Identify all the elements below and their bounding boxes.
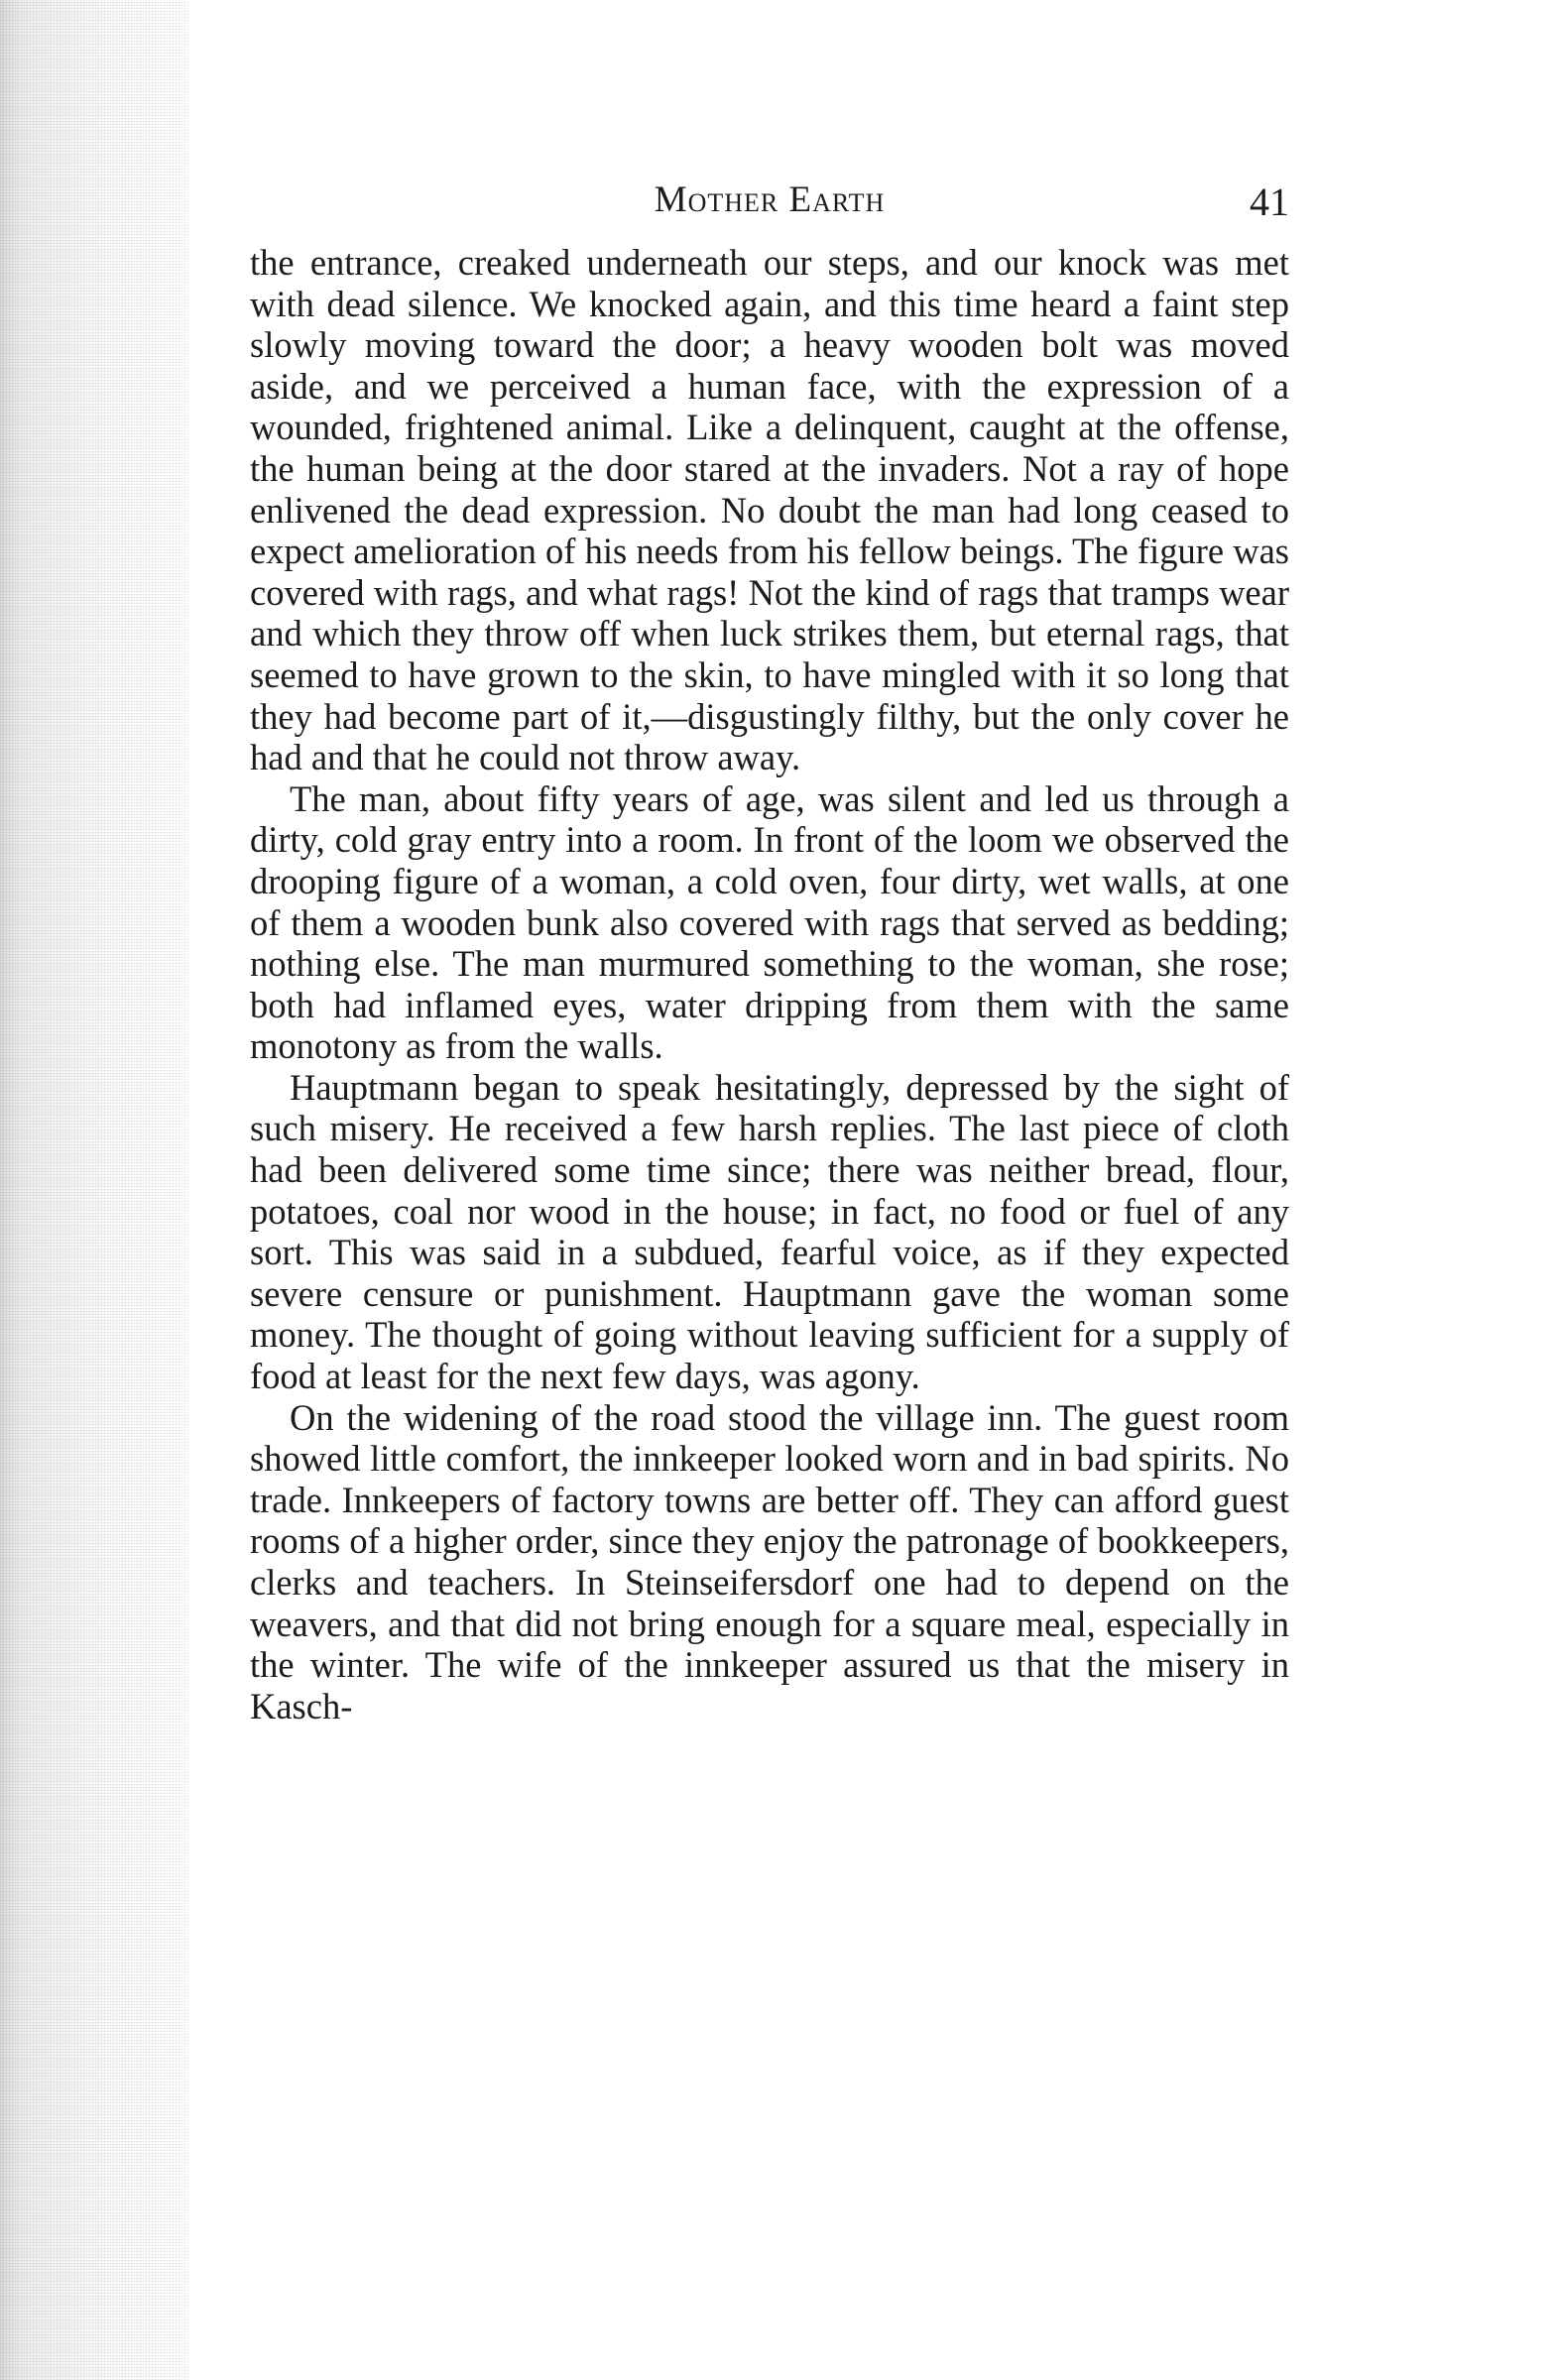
paragraph-4: On the widening of the road stood the village inn. The guest room showed little comfort, the innkeeper looked worn and in bad spirits. No trade. Innkeepers of factory towns are better off. They can afford guest rooms of a higher order, since they enjoy the patronage of bookkeepers, clerks and teachers. In Steinseifersdorf one had to depend on the weavers, and that did not bring enough for a square meal, especially in the winter. The wife of the innkeeper assured us that the misery in Kasch-	[250, 1396, 1289, 1726]
running-head	[250, 178, 1289, 232]
body-text	[250, 242, 1289, 1726]
paragraph-3: Hauptmann began to speak hesitatingly, depressed by the sight of such misery. He received a few harsh replies. The last piece of cloth had been delivered some time since; there was neither bread, flour, potatoes, coal nor wood in the house; in fact, no food or fuel of any sort. This was said in a subdued, fearful voice, as if they expected severe censure or punishment. Hauptmann gave the woman some money. The thought of going without leaving sufficient for a supply of food at least for the next few days, was agony.	[250, 1066, 1289, 1397]
scan-edge-shadow	[0, 0, 188, 2380]
book-page	[250, 178, 1289, 1726]
paragraph-2: The man, about fifty years of age, was silent and led us through a dirty, cold gray entry into a room. In front of the loom we observed the drooping figure of a woman, a cold oven, four dirty, wet walls, at one of them a wooden bunk also covered with rags that served as bedding; nothing else. The man murmured something to the woman, she rose; both had inflamed eyes, water dripping from them with the same monotony as from the walls.	[250, 777, 1289, 1067]
running-title: Mother Earth	[654, 179, 886, 220]
page-number: 41	[1250, 179, 1289, 224]
paragraph-1: the entrance, creaked underneath our steps, and our knock was met with dead silence. We knocked again, and this time heard a faint step slowly moving toward the door; a heavy wooden bolt was moved aside, and we perceived a human face, with the expression of a wounded, frightened animal. Like a delinquent, caught at the offense, the human being at the door stared at the invaders. Not a ray of hope enlivened the dead expression. No doubt the man had long ceased to expect amelioration of his needs from his fellow beings. The figure was covered with rags, and what rags! Not the kind of rags that tramps wear and which they throw off when luck strikes them, but eternal rags, that seemed to have grown to the skin, to have mingled with it so long that they had become part of it,—disgustingly filthy, but the only cover he had and that he could not throw away.	[250, 242, 1289, 778]
